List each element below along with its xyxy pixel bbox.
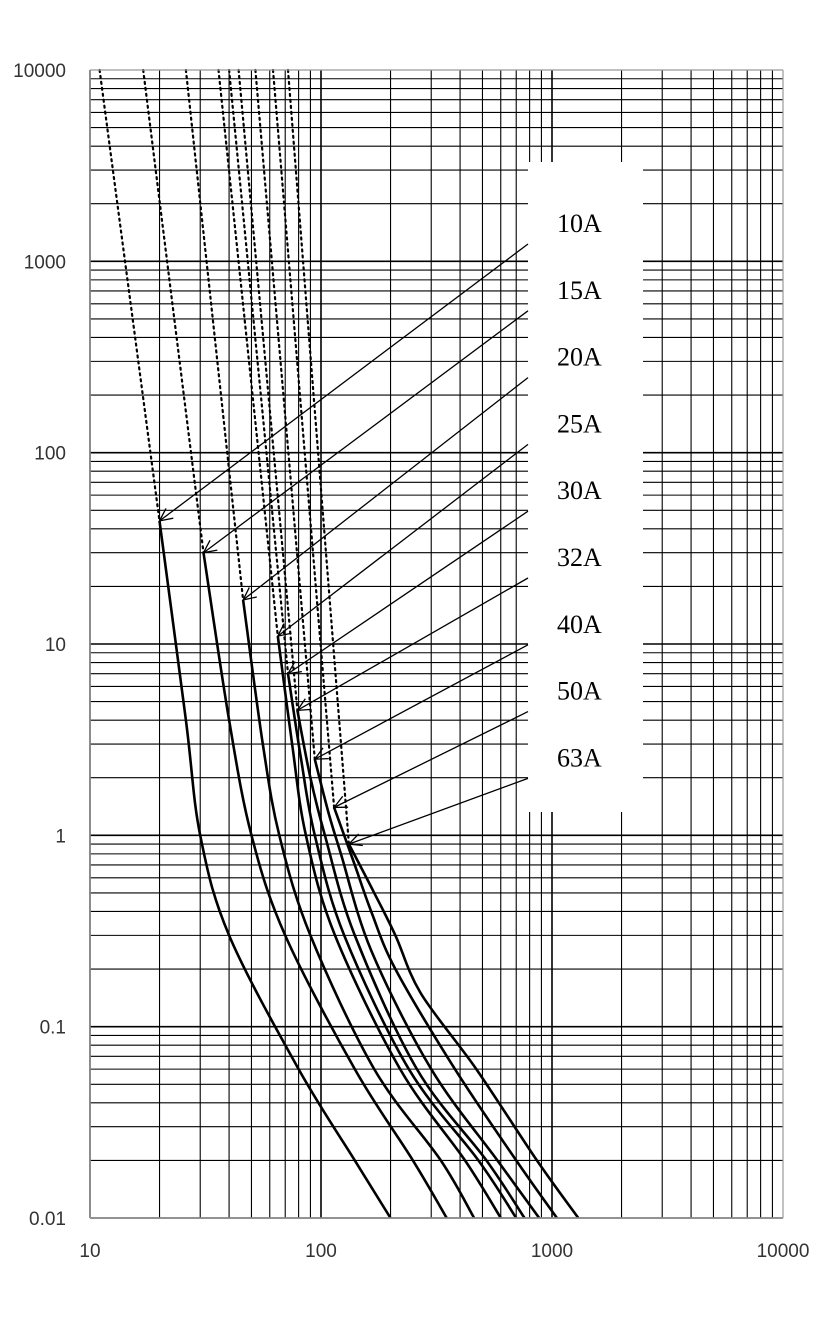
x-tick-label: 10 — [79, 1241, 101, 1262]
series-32A-line — [297, 710, 524, 1218]
legend-label-10A: 10A — [557, 209, 602, 238]
x-tick-label: 10000 — [756, 1241, 810, 1262]
x-tick-label: 100 — [305, 1241, 337, 1262]
x-tick-label: 1000 — [530, 1241, 574, 1262]
legend-arrow-10A — [160, 244, 528, 521]
series-32A-dotted-line — [239, 70, 298, 710]
legend-label-20A: 20A — [557, 342, 602, 372]
legend-label-32A: 32A — [557, 543, 602, 572]
legend-label-40A: 40A — [557, 609, 602, 639]
series-20A-dotted-line — [186, 70, 243, 600]
series-63A-line — [349, 844, 578, 1218]
series-25A-dotted-line — [219, 70, 278, 636]
legend-label-63A: 63A — [557, 743, 602, 773]
y-tick-label: 1 — [55, 826, 66, 848]
legend-label-30A: 30A — [557, 476, 602, 506]
series-50A-dotted-line — [273, 70, 334, 807]
y-tick-label: 0.1 — [39, 1017, 66, 1039]
y-tick-label: 10 — [44, 635, 66, 656]
y-tick-label: 10000 — [13, 61, 66, 82]
grid — [90, 70, 783, 1218]
legend-arrow-25A — [278, 444, 528, 636]
y-tick-label: 1000 — [23, 252, 66, 274]
legend-label-15A: 15A — [557, 275, 602, 305]
legend-arrow-15A — [204, 311, 528, 553]
series-50A-line — [334, 807, 557, 1218]
legend — [557, 209, 602, 772]
legend-label-50A: 50A — [557, 676, 602, 706]
tick-labels — [13, 61, 809, 1262]
y-tick-label: 0.01 — [29, 1209, 66, 1230]
legend-label-25A: 25A — [557, 409, 602, 439]
series-30A-dotted-line — [229, 70, 288, 674]
y-tick-label: 100 — [34, 443, 66, 465]
